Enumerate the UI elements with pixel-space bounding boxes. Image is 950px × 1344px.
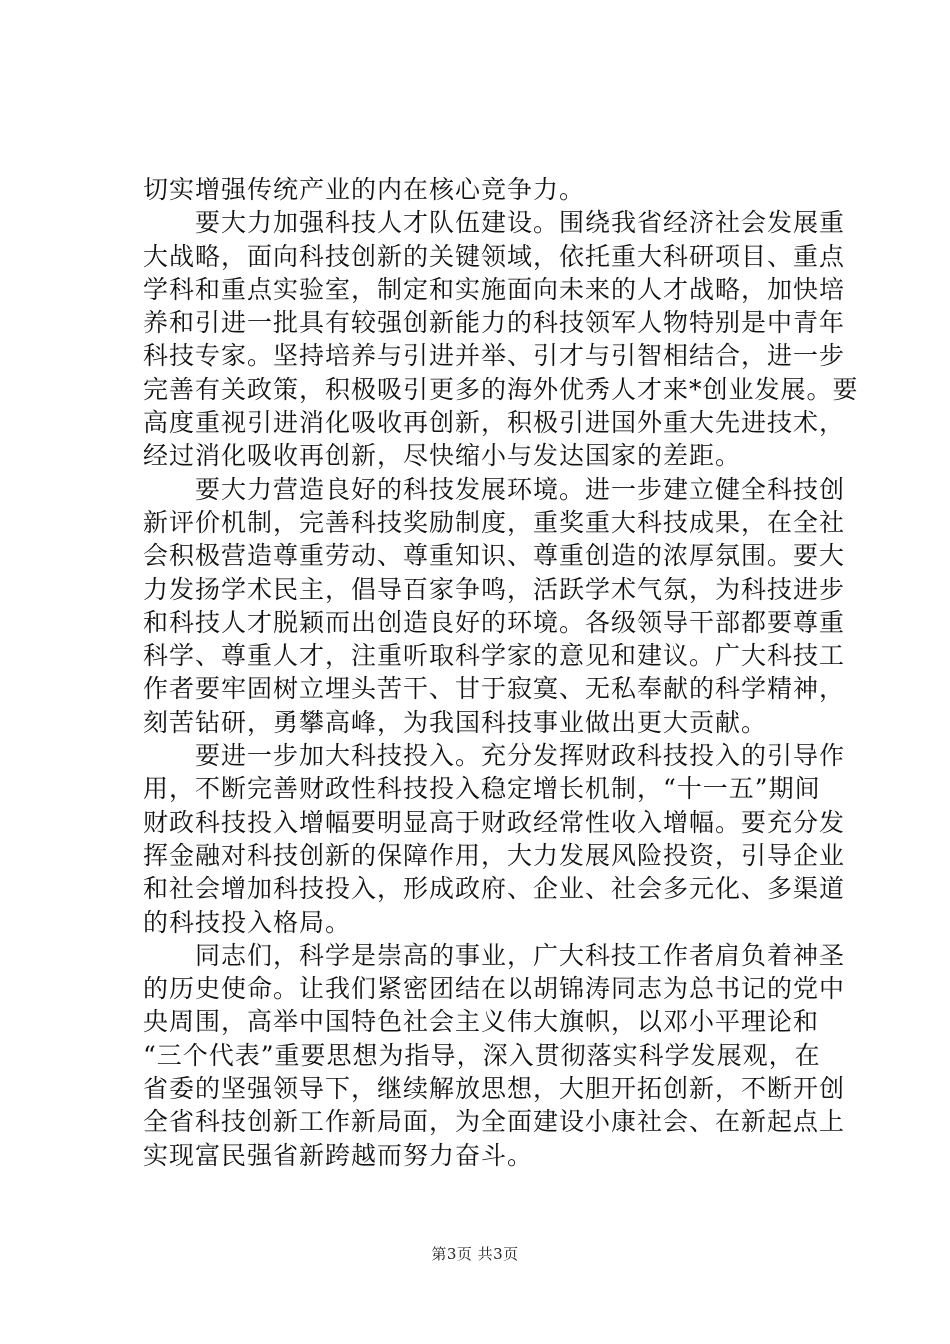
text-line: 科技专家。坚持培养与引进并举、引才与引智相结合，进一步 [143, 341, 846, 371]
text-line: 用，不断完善财政性科技投入稳定增长机制，“十一五”期间 [143, 774, 821, 804]
page-footer: 第3页 共3页 [431, 1245, 519, 1263]
text-line: 作者要牢固树立埋头苦干、甘于寂寞、无私奉献的科学精神， [143, 674, 846, 704]
text-line: 新评价机制，完善科技奖励制度，重奖重大科技成果，在全社 [143, 507, 846, 537]
text-line: 全省科技创新工作新局面，为全面建设小康社会、在新起点上 [143, 1107, 846, 1137]
text-line: “三个代表”重要思想为指导，深入贯彻落实科学发展观，在 [143, 1040, 821, 1070]
text-line: 力发扬学术民主，倡导百家争鸣，活跃学术气氛，为科技进步 [143, 574, 846, 604]
body-text [143, 173, 859, 1172]
text-line: 财政科技投入增幅要明显高于财政经常性收入增幅。要充分发 [143, 807, 846, 837]
text-line: 刻苦钻研，勇攀高峰，为我国科技事业做出更大贡献。 [143, 707, 768, 737]
text-line: 养和引进一批具有较强创新能力的科技领军人物特别是中青年 [143, 308, 846, 338]
text-line: 要大力加强科技人才队伍建设。围绕我省经济社会发展重 [143, 208, 846, 238]
text-line: 要进一步加大科技投入。充分发挥财政科技投入的引导作 [143, 741, 846, 771]
text-line: 和社会增加科技投入，形成政府、企业、社会多元化、多渠道 [143, 874, 846, 904]
text-line: 实现富民强省新跨越而努力奋斗。 [143, 1140, 534, 1170]
text-line: 省委的坚强领导下，继续解放思想，大胆开拓创新，不断开创 [143, 1074, 846, 1104]
text-line: 科学、尊重人才，注重听取科学家的意见和建议。广大科技工 [143, 641, 846, 671]
text-line: 经过消化吸收再创新，尽快缩小与发达国家的差距。 [143, 441, 742, 471]
text-line: 挥金融对科技创新的保障作用，大力发展风险投资，引导企业 [143, 840, 846, 870]
text-line: 的科技投入格局。 [143, 907, 352, 937]
text-line: 完善有关政策，积极吸引更多的海外优秀人才来*创业发展。要 [143, 374, 859, 404]
text-line: 大战略，面向科技创新的关键领域，依托重大科研项目、重点 [143, 241, 846, 271]
text-line: 高度重视引进消化吸收再创新，积极引进国外重大先进技术， [143, 408, 846, 438]
text-line: 央周围，高举中国特色社会主义伟大旗帜，以邓小平理论和 [143, 1007, 820, 1037]
text-line: 要大力营造良好的科技发展环境。进一步建立健全科技创 [143, 474, 846, 504]
text-line: 同志们，科学是崇高的事业，广大科技工作者肩负着神圣 [143, 940, 846, 970]
text-line: 学科和重点实验室，制定和实施面向未来的人才战略，加快培 [143, 274, 846, 304]
text-line: 切实增强传统产业的内在核心竞争力。 [143, 175, 586, 204]
text-line: 会积极营造尊重劳动、尊重知识、尊重创造的浓厚氛围。要大 [143, 541, 846, 571]
text-line: 和科技人才脱颖而出创造良好的环境。各级领导干部都要尊重 [143, 607, 846, 637]
text-line: 的历史使命。让我们紧密团结在以胡锦涛同志为总书记的党中 [143, 974, 846, 1004]
